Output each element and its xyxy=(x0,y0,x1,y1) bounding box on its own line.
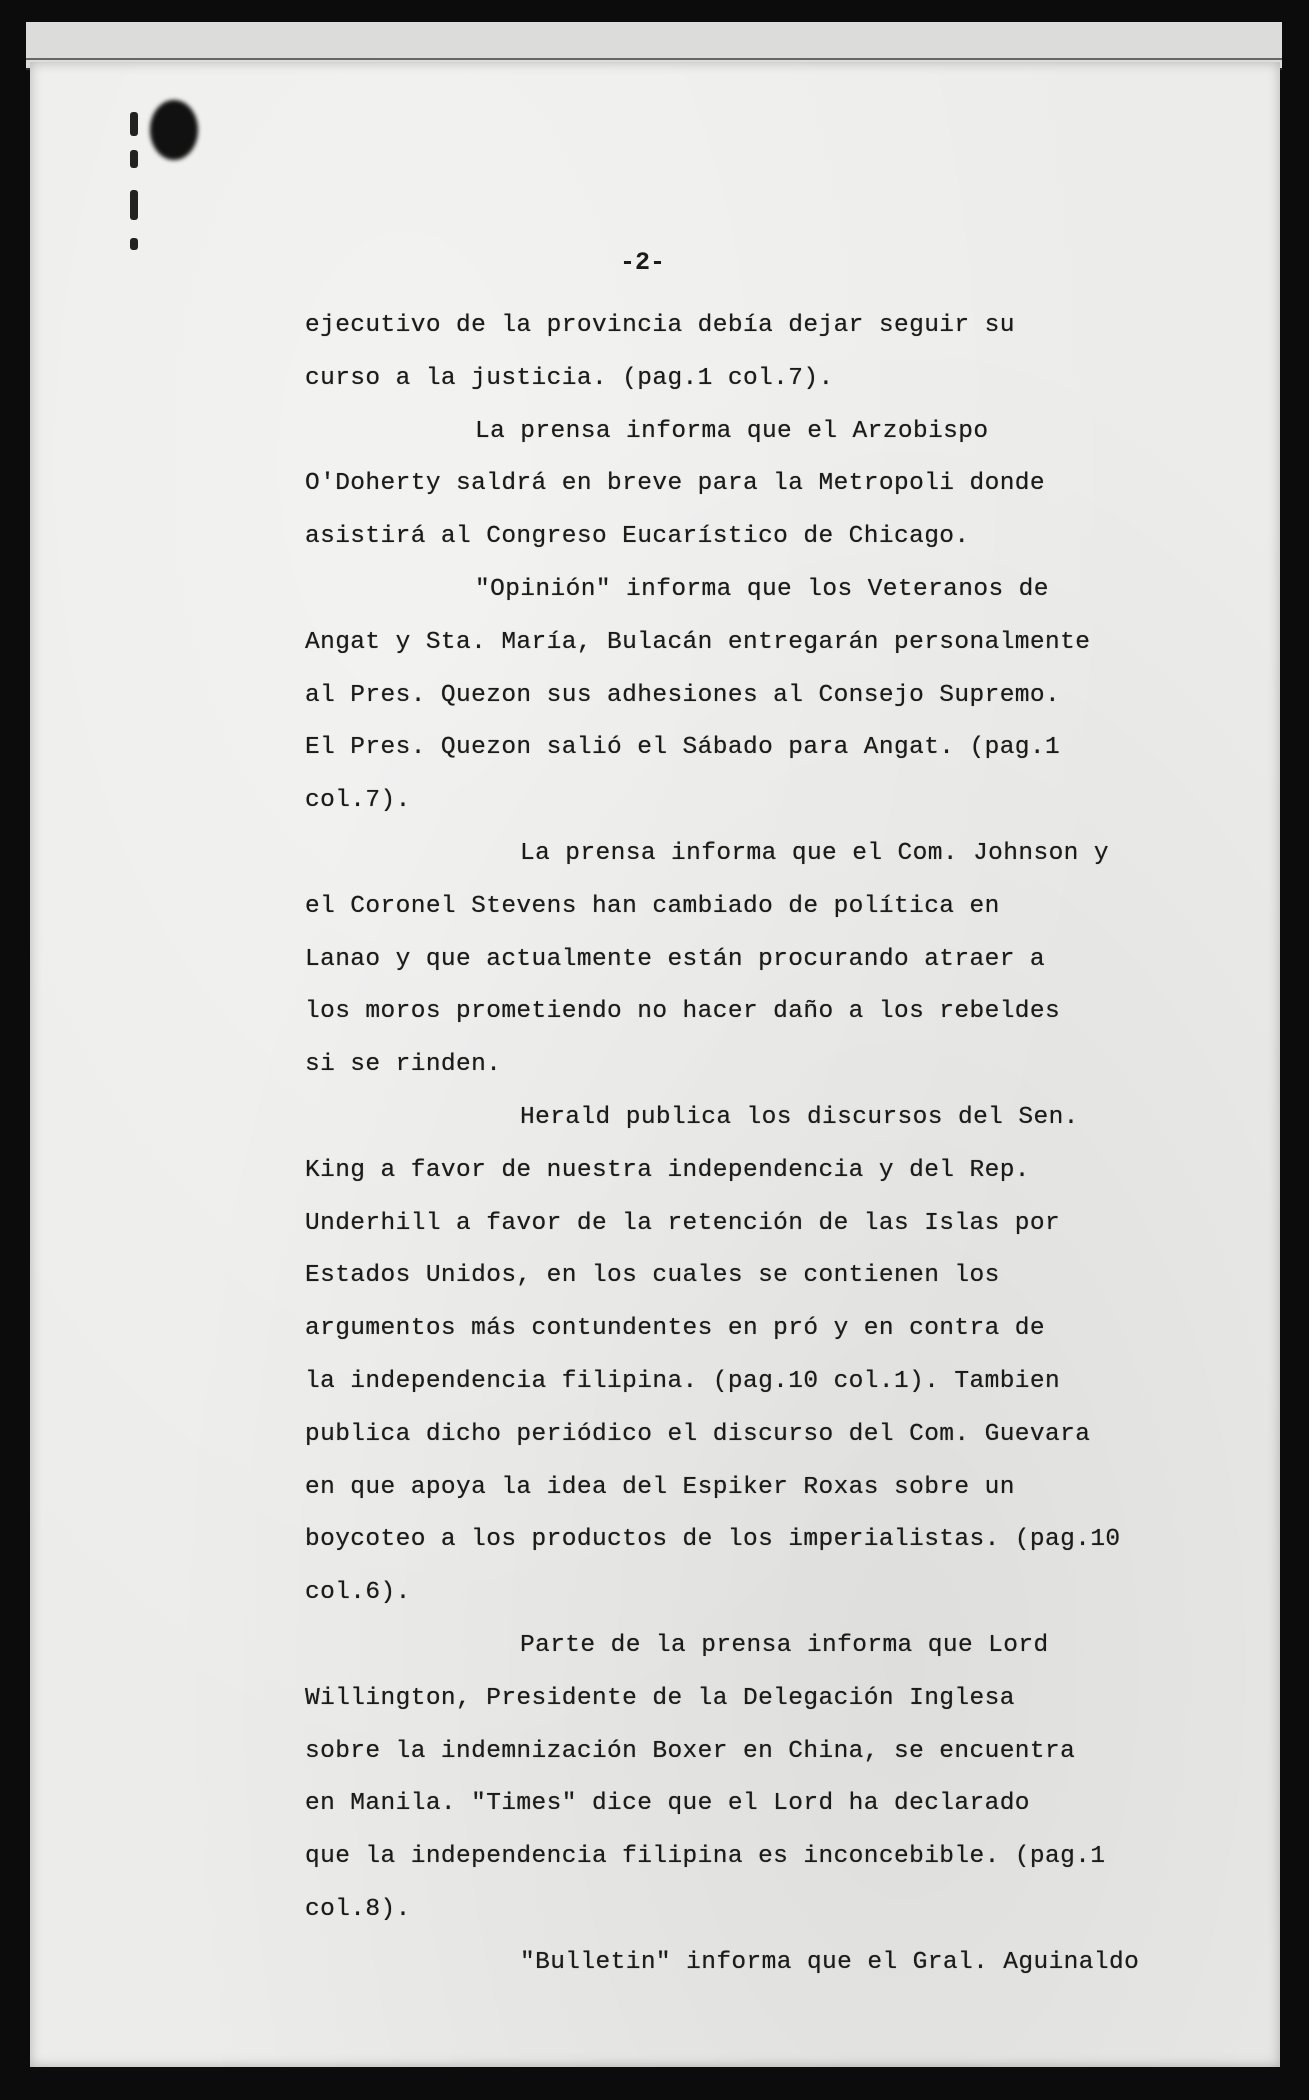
paragraph-start: La prensa informa que el Arzobispo xyxy=(475,417,989,445)
text-line: Underhill a favor de la retención de las Islas por xyxy=(305,1209,1061,1237)
text-line: si se rinden. xyxy=(305,1051,502,1079)
text-line: publica dicho periódico el discurso del Com. Guevara xyxy=(305,1420,1091,1448)
paragraph-start: Parte de la prensa informa que Lord xyxy=(520,1631,1049,1659)
text-line: en Manila. "Times" dice que el Lord ha declarado xyxy=(305,1790,1030,1818)
text-line: la independencia filipina. (pag.10 col.1). Tambien xyxy=(305,1367,1061,1395)
text-line: King a favor de nuestra independencia y del Rep. xyxy=(305,1156,1030,1184)
page-number: -2- xyxy=(620,248,666,277)
text-line: el Coronel Stevens han cambiado de política en xyxy=(305,892,1000,920)
text-line: Lanao y que actualmente están procurando atraer a xyxy=(305,945,1046,973)
text-line: argumentos más contundentes en pró y en contra de xyxy=(305,1315,1046,1343)
text-line: Estados Unidos, en los cuales se contienen los xyxy=(305,1262,1000,1290)
punch-hole-mark xyxy=(150,100,198,160)
binding-mark xyxy=(130,112,138,136)
binding-mark xyxy=(130,190,138,220)
document-body xyxy=(305,300,1185,1990)
binding-mark xyxy=(130,238,138,250)
strip-edge-line xyxy=(26,58,1282,60)
text-line: O'Doherty saldrá en breve para la Metropoli donde xyxy=(305,470,1046,498)
text-line: col.6). xyxy=(305,1579,411,1607)
binding-mark xyxy=(130,150,138,168)
text-line: curso a la justicia. (pag.1 col.7). xyxy=(305,364,834,392)
text-line: al Pres. Quezon sus adhesiones al Consejo Supremo. xyxy=(305,681,1061,709)
text-line: boycoteo a los productos de los imperialistas. (pag.10 xyxy=(305,1526,1121,1554)
text-line: en que apoya la idea del Espiker Roxas sobre un xyxy=(305,1473,1015,1501)
text-line: El Pres. Quezon salió el Sábado para Angat. (pag.1 xyxy=(305,734,1061,762)
text-line: Willington, Presidente de la Delegación Inglesa xyxy=(305,1684,1015,1712)
text-line: que la independencia filipina es inconcebible. (pag.1 xyxy=(305,1843,1106,1871)
text-line: Angat y Sta. María, Bulacán entregarán personalmente xyxy=(305,628,1091,656)
text-line: sobre la indemnización Boxer en China, se encuentra xyxy=(305,1737,1076,1765)
paragraph-start: La prensa informa que el Com. Johnson y xyxy=(520,839,1109,867)
paragraph-start: "Opinión" informa que los Veteranos de xyxy=(475,575,1049,603)
text-line: col.7). xyxy=(305,787,411,815)
text-line: ejecutivo de la provincia debía dejar seguir su xyxy=(305,312,1015,339)
text-line: col.8). xyxy=(305,1895,411,1923)
paragraph-start: "Bulletin" informa que el Gral. Aguinaldo xyxy=(520,1948,1140,1976)
text-line: los moros prometiendo no hacer daño a los rebeldes xyxy=(305,998,1061,1026)
paragraph-start: Herald publica los discursos del Sen. xyxy=(520,1103,1079,1131)
text-line: asistirá al Congreso Eucarístico de Chicago. xyxy=(305,523,970,551)
